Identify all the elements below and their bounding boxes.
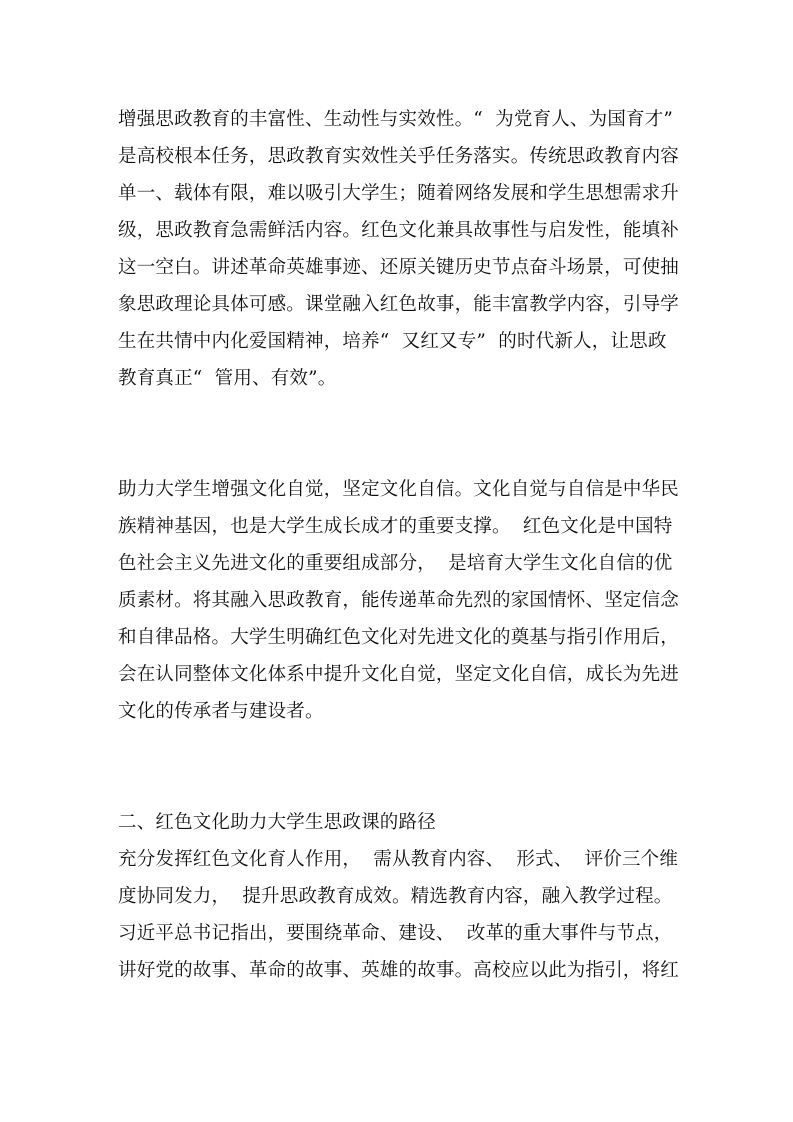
paragraph-1-line-1: 增强思政教育的丰富性、生动性与实效性。“ 为党育人、为国育才”	[118, 109, 674, 130]
paragraph-1-line-5: 这一空白。讲述革命英雄事迹、还原关键历史节点奋斗场景，可使抽	[118, 257, 680, 278]
paragraph-1-line-4: 级，思政教育急需鲜活内容。红色文化兼具故事性与启发性，能填补	[118, 220, 680, 241]
paragraph-3-line-3: 习近平总书记指出，要围绕革命、建设、 改革的重大事件与节点，	[118, 923, 673, 944]
section-heading: 二、红色文化助力大学生思政课的路径	[118, 812, 436, 833]
paragraph-3-line-1: 充分发挥红色文化育人作用， 需从教育内容、 形式、 评价三个维	[118, 849, 679, 870]
paragraph-1-line-2: 是高校根本任务，思政教育实效性关乎任务落实。传统思政教育内容	[118, 146, 680, 167]
paragraph-2-line-2: 族精神基因，也是大学生成长成才的重要支撑。 红色文化是中国特	[118, 516, 673, 537]
paragraph-1-line-6: 象思政理论具体可感。课堂融入红色故事，能丰富教学内容，引导学	[118, 294, 680, 315]
paragraph-2-line-1: 助力大学生增强文化自觉，坚定文化自信。文化自觉与自信是中华民	[118, 479, 680, 500]
paragraph-2-line-4: 质素材。将其融入思政教育，能传递革命先烈的家国情怀、坚定信念	[118, 590, 680, 611]
paragraph-2-line-3: 色社会主义先进文化的重要组成部分， 是培育大学生文化自信的优	[118, 553, 673, 574]
paragraph-3-line-2: 度协同发力， 提升思政教育成效。精选教育内容，融入教学过程。	[118, 886, 673, 907]
paragraph-2-line-7: 文化的传承者与建设者。	[118, 701, 324, 722]
paragraph-2-line-5: 和自律品格。大学生明确红色文化对先进文化的奠基与指引作用后，	[118, 627, 680, 648]
paragraph-2-line-6: 会在认同整体文化体系中提升文化自觉，坚定文化自信，成长为先进	[118, 664, 680, 685]
paragraph-1-line-3: 单一、载体有限，难以吸引大学生；随着网络发展和学生思想需求升	[118, 183, 680, 204]
paragraph-3-line-4: 讲好党的故事、革命的故事、英雄的故事。高校应以此为指引，将红	[118, 960, 680, 981]
paragraph-1-line-7: 生在共情中内化爱国精神，培养“ 又红又专” 的时代新人，让思政	[118, 331, 667, 352]
paragraph-1-line-8: 教育真正“ 管用、有效”。	[118, 368, 337, 389]
